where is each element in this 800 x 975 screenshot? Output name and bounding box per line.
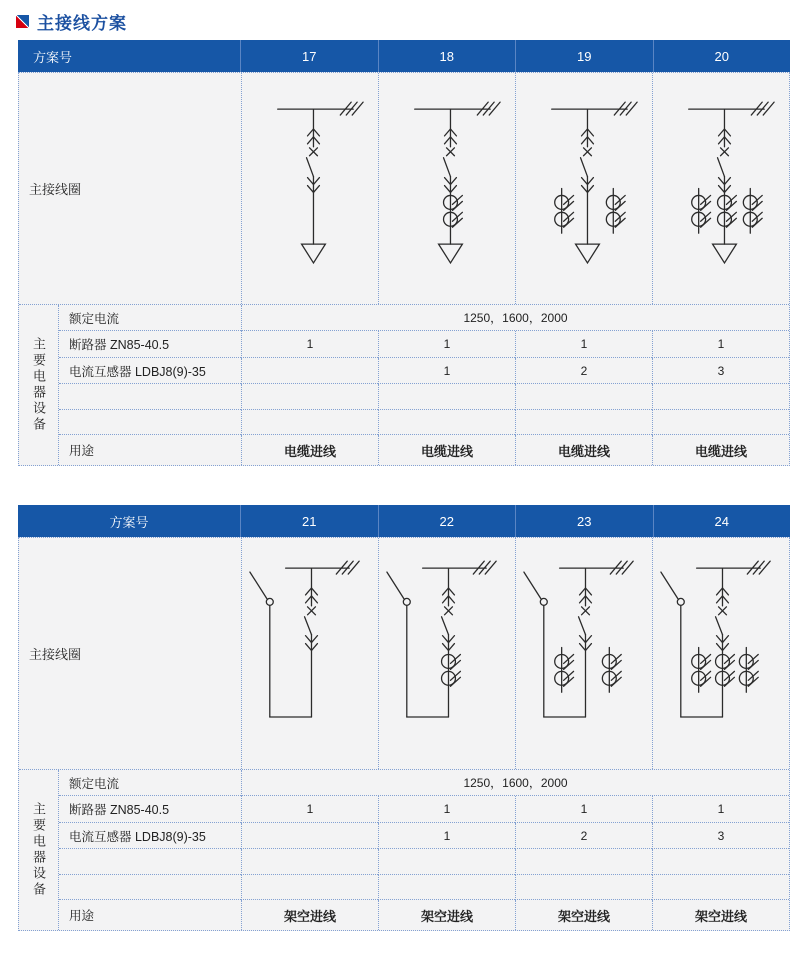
- breaker-count-19: 1: [515, 331, 652, 358]
- table2-header-23: 23: [515, 505, 653, 537]
- empty-cell: [652, 410, 789, 435]
- table1-equipment-group-label: 主要电器设备: [19, 305, 59, 465]
- table2-diagram-row-label: 主接线圈: [29, 647, 82, 662]
- usage-18: 电缆进线: [378, 435, 515, 465]
- row-label-usage: 用途: [69, 909, 95, 923]
- rated-current-value: 1250，1600，2000: [241, 770, 789, 796]
- ct-count-20: 3: [652, 358, 789, 384]
- table2-header-21: 21: [240, 505, 378, 537]
- empty-cell: [515, 849, 652, 875]
- row-label-rated-current: 额定电流: [59, 770, 241, 796]
- ct-count-21: [241, 823, 378, 849]
- table2-body: [18, 537, 790, 931]
- empty-cell: [652, 849, 789, 875]
- row-label-empty-2: [59, 410, 241, 435]
- table1-diagram-row-label: 主接线圈: [29, 182, 82, 197]
- row-label-empty-1: [59, 849, 241, 875]
- usage-24: 架空进线: [652, 900, 789, 930]
- empty-cell: [515, 384, 652, 410]
- row-label-usage: 用途: [69, 444, 95, 458]
- diagram-scheme-22: [378, 538, 515, 769]
- breaker-count-23: 1: [515, 796, 652, 823]
- ct-count-23: 2: [515, 823, 652, 849]
- usage-21: 架空进线: [241, 900, 378, 930]
- breaker-count-22: 1: [378, 796, 515, 823]
- page-title: 主接线方案: [37, 14, 127, 33]
- empty-cell: [515, 410, 652, 435]
- ct-count-18: 1: [378, 358, 515, 384]
- diagram-scheme-20: [652, 73, 789, 304]
- empty-cell: [241, 875, 378, 900]
- table1-body: [18, 72, 790, 466]
- table2-header-22: 22: [378, 505, 516, 537]
- table1-diagram-row: [19, 73, 789, 305]
- row-label-empty-2: [59, 875, 241, 900]
- page-title-row: [16, 9, 127, 34]
- table2-spec-grid: [19, 770, 789, 930]
- diagram-scheme-17: [241, 73, 378, 304]
- empty-cell: [652, 875, 789, 900]
- empty-cell: [378, 849, 515, 875]
- empty-cell: [241, 384, 378, 410]
- scheme-table-21-24: [18, 505, 790, 931]
- breaker-count-18: 1: [378, 331, 515, 358]
- scheme-table-17-20: [18, 40, 790, 466]
- ct-count-17: [241, 358, 378, 384]
- title-square-icon: [16, 15, 29, 28]
- empty-cell: [241, 849, 378, 875]
- empty-cell: [241, 410, 378, 435]
- usage-20: 电缆进线: [652, 435, 789, 465]
- ct-count-24: 3: [652, 823, 789, 849]
- empty-cell: [515, 875, 652, 900]
- usage-19: 电缆进线: [515, 435, 652, 465]
- diagram-scheme-24: [652, 538, 789, 769]
- row-label-rated-current: 额定电流: [59, 305, 241, 331]
- empty-cell: [378, 410, 515, 435]
- table1-header-scheme-no: 方案号: [33, 49, 73, 65]
- rated-current-value: 1250，1600，2000: [241, 305, 789, 331]
- row-label-ct: 电流互感器 LDBJ8(9)-35: [59, 823, 241, 849]
- table1-spec-grid: [19, 305, 789, 465]
- breaker-count-20: 1: [652, 331, 789, 358]
- usage-22: 架空进线: [378, 900, 515, 930]
- table2-diagram-row: [19, 538, 789, 770]
- table1-header-20: 20: [653, 40, 791, 72]
- empty-cell: [378, 384, 515, 410]
- row-label-ct: 电流互感器 LDBJ8(9)-35: [59, 358, 241, 384]
- table1-header-row: [18, 40, 790, 72]
- table2-header-24: 24: [653, 505, 791, 537]
- breaker-count-24: 1: [652, 796, 789, 823]
- table2-header-row: [18, 505, 790, 537]
- row-label-breaker: 断路器 ZN85-40.5: [59, 796, 241, 823]
- breaker-count-17: 1: [241, 331, 378, 358]
- table1-header-18: 18: [378, 40, 516, 72]
- diagram-scheme-21: [241, 538, 378, 769]
- table1-header-17: 17: [240, 40, 378, 72]
- table2-header-scheme-no: 方案号: [109, 514, 149, 530]
- diagram-scheme-23: [515, 538, 652, 769]
- row-label-breaker: 断路器 ZN85-40.5: [59, 331, 241, 358]
- table1-header-19: 19: [515, 40, 653, 72]
- table2-equipment-group-label: 主要电器设备: [19, 770, 59, 930]
- diagram-scheme-19: [515, 73, 652, 304]
- empty-cell: [652, 384, 789, 410]
- ct-count-22: 1: [378, 823, 515, 849]
- usage-23: 架空进线: [515, 900, 652, 930]
- breaker-count-21: 1: [241, 796, 378, 823]
- row-label-empty-1: [59, 384, 241, 410]
- ct-count-19: 2: [515, 358, 652, 384]
- diagram-scheme-18: [378, 73, 515, 304]
- usage-17: 电缆进线: [241, 435, 378, 465]
- empty-cell: [378, 875, 515, 900]
